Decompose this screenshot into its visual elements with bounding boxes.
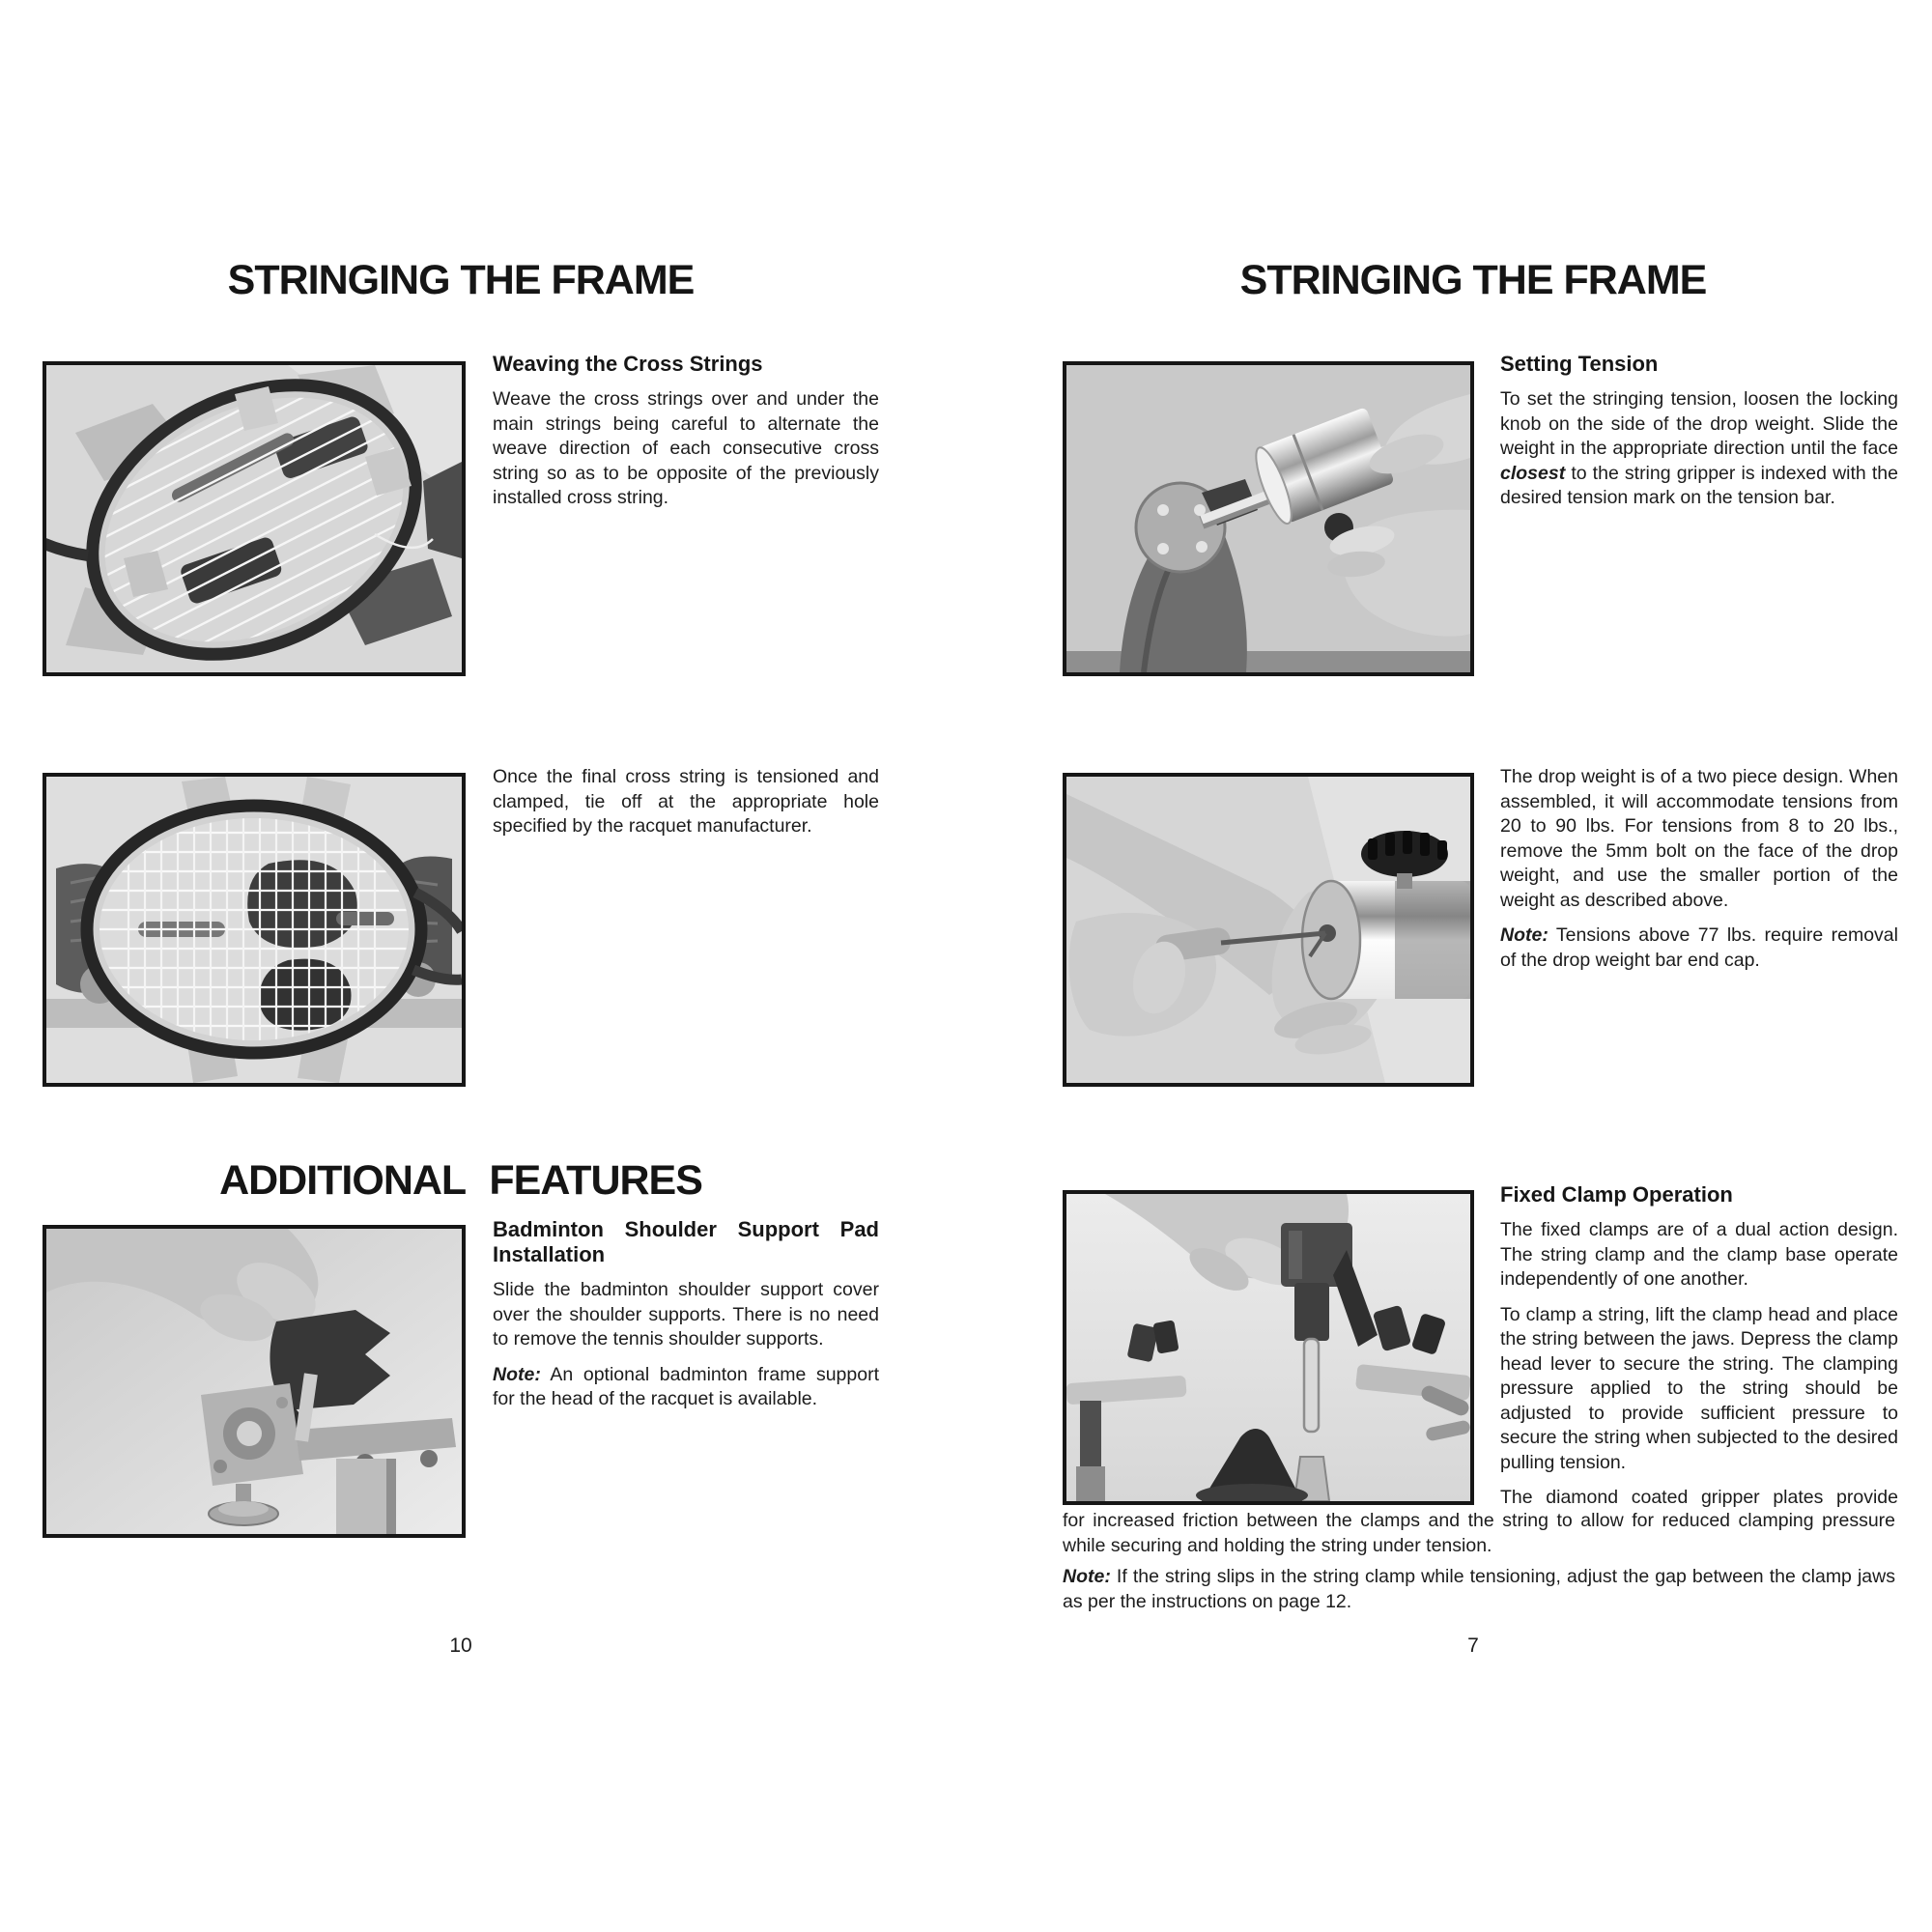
note-label: Note: (493, 1363, 541, 1385)
setting-tension-text-a: To set the stringing tension, loosen the locking knob on the side of the drop weight. Slide the weight in the appropriate direction until the face (1500, 388, 1898, 459)
note-text: Tensions above 77 lbs. require removal of the drop weight bar end cap. (1500, 924, 1898, 971)
photo-racquet-fully-strung (43, 773, 466, 1087)
body-text-fixed-clamp-3-continued: for increased friction between the clamps and the string to allow for reduced clamping pressure while securing and holding the string under tension. (1063, 1510, 1895, 1556)
photo-badminton-pad-install (43, 1225, 466, 1538)
caption-drop-weight (1500, 765, 1898, 983)
caption-fixed-clamp (1500, 1182, 1898, 1521)
pad-install-illustration (46, 1229, 462, 1534)
body-text-setting-tension (1500, 387, 1898, 511)
caption-weaving (493, 352, 879, 522)
page-number-left: 10 (449, 1634, 472, 1657)
note-drop-weight (1500, 923, 1898, 973)
drop-weight-bolt-illustration (1066, 777, 1470, 1083)
body-text-tie-off: Once the final cross string is tensioned and clamped, tie off at the appropriate hole specified by the racquet manufacturer. (493, 766, 879, 837)
caption-badminton (493, 1217, 879, 1423)
racquet-full-illustration (46, 777, 462, 1083)
setting-tension-bold-word: closest (1500, 462, 1566, 484)
page-title-left: STRINGING THE FRAME (227, 257, 695, 303)
page-number-right: 7 (1467, 1634, 1479, 1657)
note-text: An optional badminton frame support for the head of the racquet is available. (493, 1363, 880, 1409)
note-label: Note: (1063, 1566, 1111, 1587)
caption-tie-off (493, 765, 879, 850)
additional-features-title: ADDITIONAL FEATURES (219, 1157, 702, 1204)
clamp-lift-illustration (1066, 1194, 1470, 1501)
page-title-right: STRINGING THE FRAME (1239, 257, 1707, 303)
section-heading-weaving: Weaving the Cross Strings (493, 352, 763, 376)
note-label: Note: (1500, 924, 1548, 946)
note-badminton (493, 1363, 879, 1412)
drop-weight-slide-illustration (1066, 365, 1470, 672)
body-text-badminton: Slide the badminton shoulder support cover over the shoulder supports. There is no need to remove the tennis shoulder supports. (493, 1279, 879, 1350)
bottom-note (1063, 1565, 1895, 1625)
setting-tension-text-b: to the string gripper is indexed with the desired tension mark on the tension bar. (1500, 462, 1898, 508)
racquet-mains-illustration (46, 365, 462, 672)
fixed-clamp-continued (1063, 1509, 1895, 1569)
photo-fixed-clamp-lift (1063, 1190, 1474, 1505)
section-heading-setting-tension: Setting Tension (1500, 352, 1659, 376)
body-text-fixed-clamp-1: The fixed clamps are of a dual action design. The string clamp and the clamp base operate independently of one another. (1500, 1219, 1898, 1290)
photo-drop-weight-bolt (1063, 773, 1474, 1087)
body-text-fixed-clamp-3-intro: The diamond coated gripper plates provide (1500, 1487, 1898, 1508)
section-heading-fixed-clamp: Fixed Clamp Operation (1500, 1182, 1733, 1207)
note-bottom (1063, 1565, 1895, 1614)
body-text-weaving: Weave the cross strings over and under the main strings being careful to alternate the weave direction of each consecutive cross string so as to be opposite of the previously installed cross string. (493, 388, 879, 508)
body-text-drop-weight: The drop weight is of a two piece design. When assembled, it will accommodate tensions from 20 to 90 lbs. For tensions from 8 to 20 lbs., remove the 5mm bolt on the face of the drop weight, and use the smaller portion of the weight as described above. (1500, 766, 1898, 911)
note-text: If the string slips in the string clamp while tensioning, adjust the gap between the clamp jaws as per the instructions on page 12. (1063, 1566, 1895, 1612)
photo-racquet-main-strings (43, 361, 466, 676)
caption-setting-tension (1500, 352, 1898, 522)
body-text-fixed-clamp-2: To clamp a string, lift the clamp head and place the string between the jaws. Depress the clamp head lever to secure the string. The clamping pressure applied to the string should be adjusted to provide sufficient pressure to secure the string when subjected to the desired pulling tension. (1500, 1303, 1898, 1473)
section-heading-badminton: Badminton Shoulder Support Pad Installation (493, 1217, 879, 1266)
photo-drop-weight-slide (1063, 361, 1474, 676)
